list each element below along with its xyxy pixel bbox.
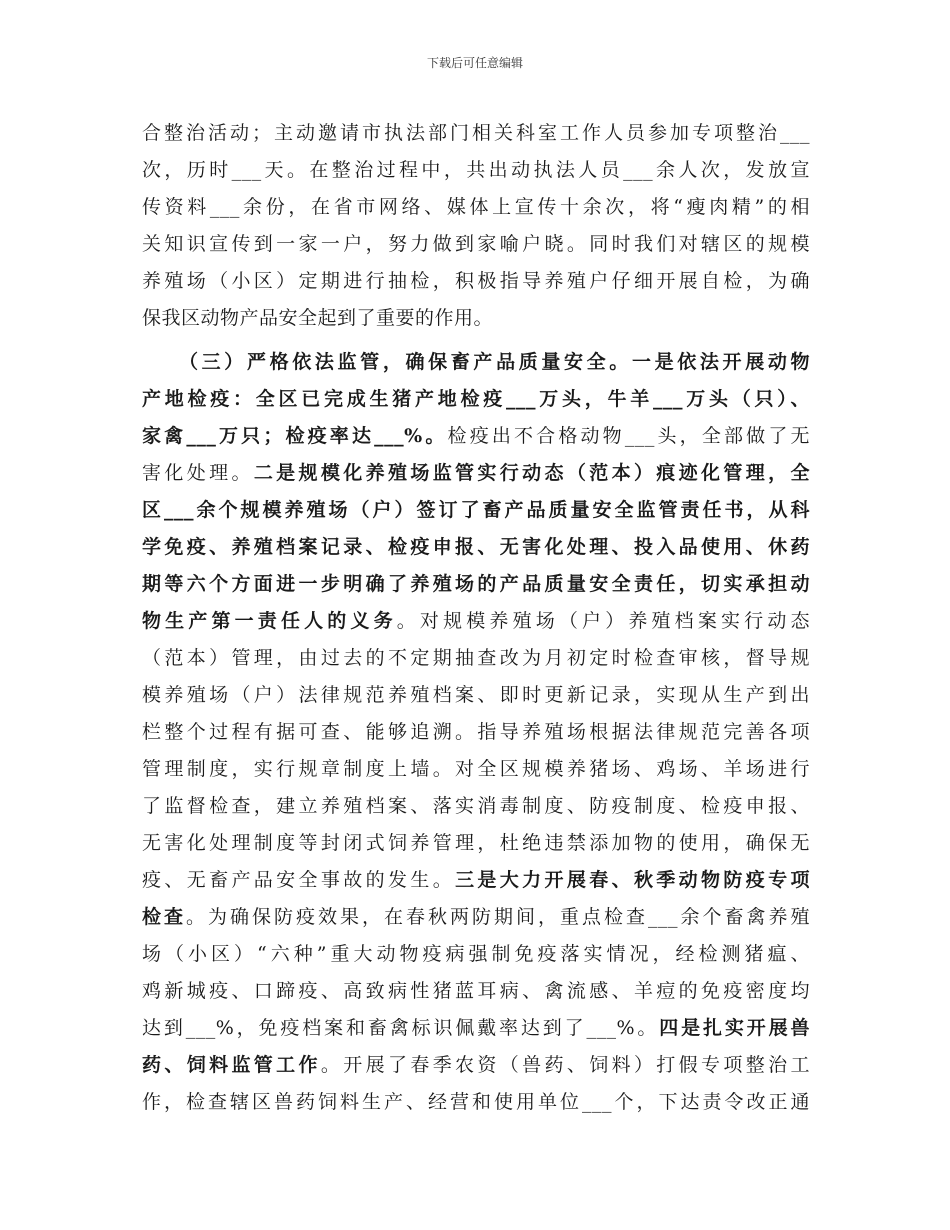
text-line (142, 1047, 810, 1084)
page-header: 下载后可任意编辑 (426, 56, 523, 70)
text-segment: 合整治活动；主动邀请市执法部门相关科室工作人员参加专项整治___ (142, 122, 810, 144)
text-segment: 次，历时___天。在整治过程中，共出动执法人员___余人次，发放宣 (142, 159, 810, 181)
text-segment: 作，检查辖区兽药饲料生产、经营和使用单位___个，下达责令改正通 (142, 1091, 810, 1113)
text-line (142, 936, 810, 973)
text-line (142, 751, 810, 788)
text-line (142, 226, 810, 263)
text-segment: 保我区动物产品安全起到了重要的作用。 (142, 307, 494, 329)
text-line (142, 1084, 810, 1121)
text-line (142, 189, 810, 226)
text-line (142, 677, 810, 714)
text-line (142, 115, 810, 152)
text-line (142, 825, 810, 862)
text-line (142, 788, 810, 825)
bold-text-segment: （三）严格依法监管，确保畜产品质量安全。一是依法开展动物 (179, 351, 810, 373)
text-segment: 关知识宣传到一家一户，努力做到家喻户晓。同时我们对辖区的规模 (142, 233, 810, 255)
document-body (142, 115, 810, 1121)
text-segment: 。为确保防疫效果，在春秋两防期间，重点检查___余个畜禽养殖 (186, 906, 810, 928)
text-line (142, 1010, 810, 1047)
text-line (142, 492, 810, 529)
text-line (142, 263, 810, 300)
text-line (142, 344, 810, 381)
text-line (142, 418, 810, 455)
text-segment: 疫、无畜产品安全事故的发生。 (142, 869, 456, 891)
bold-text-segment: 产地检疫：全区已完成生猪产地检疫___万头，牛羊___万头（只）、 (142, 388, 810, 410)
text-segment: 检疫出不合格动物___头，全部做了无 (447, 425, 810, 447)
text-segment: 了监督检查，建立养殖档案、落实消毒制度、防疫制度、检疫申报、 (142, 795, 810, 817)
bold-text-segment: 检查 (142, 906, 186, 928)
bold-text-segment: 家禽___万只；检疫率达___%。 (142, 425, 448, 447)
text-segment: 害化处理。 (142, 462, 254, 484)
text-line (142, 899, 810, 936)
bold-text-segment: 区___余个规模养殖场（户）签订了畜产品质量安全监管责任书，从科 (142, 499, 810, 521)
text-line (142, 300, 810, 337)
text-line (142, 152, 810, 189)
text-line (142, 714, 810, 751)
text-line (142, 566, 810, 603)
text-segment: 无害化处理制度等封闭式饲养管理，杜绝违禁添加物的使用，确保无 (142, 832, 810, 854)
text-line (142, 603, 810, 640)
text-segment: 栏整个过程有据可查、能够追溯。指导养殖场根据法律规范完善各项 (142, 721, 810, 743)
bold-text-segment: 二是规模化养殖场监管实行动态（范本）痕迹化管理，全 (253, 462, 810, 484)
text-segment: 鸡新城疫、口蹄疫、高致病性猪蓝耳病、禽流感、羊痘的免疫密度均 (142, 980, 810, 1002)
text-line (142, 973, 810, 1010)
bold-text-segment: 药、饲料监管工作 (142, 1054, 321, 1076)
text-segment: 养殖场（小区）定期进行抽检，积极指导养殖户仔细开展自检，为确 (142, 270, 810, 292)
text-segment: 达到___%，免疫档案和畜禽标识佩戴率达到了___%。 (142, 1017, 660, 1039)
text-segment: 场（小区）“六种”重大动物疫病强制免疫落实情况，经检测猪瘟、 (142, 943, 810, 965)
text-segment: （范本）管理，由过去的不定期抽查改为月初定时检查审核，督导规 (142, 647, 810, 669)
bold-text-segment: 物生产第一责任人的义务 (142, 610, 397, 632)
text-segment: 传资料___余份，在省市网络、媒体上宣传十余次，将“瘦肉精”的相 (142, 196, 810, 218)
text-line (142, 381, 810, 418)
bold-text-segment: 三是大力开展春、秋季动物防疫专项 (455, 869, 810, 891)
bold-text-segment: 学免疫、养殖档案记录、检疫申报、无害化处理、投入品使用、休药 (142, 536, 810, 558)
text-line (142, 640, 810, 677)
text-segment: 。对规模养殖场（户）养殖档案实行动态 (396, 610, 810, 632)
text-line (142, 455, 810, 492)
bold-text-segment: 四是扎实开展兽 (659, 1017, 810, 1039)
text-segment: 管理制度，实行规章制度上墙。对全区规模养猪场、鸡场、羊场进行 (142, 758, 810, 780)
bold-text-segment: 期等六个方面进一步明确了养殖场的产品质量安全责任，切实承担动 (142, 573, 810, 595)
text-segment: 模养殖场（户）法律规范养殖档案、即时更新记录，实现从生产到出 (142, 684, 810, 706)
text-line (142, 529, 810, 566)
text-line (142, 862, 810, 899)
text-segment: 。开展了春季农资（兽药、饲料）打假专项整治工 (320, 1054, 810, 1076)
